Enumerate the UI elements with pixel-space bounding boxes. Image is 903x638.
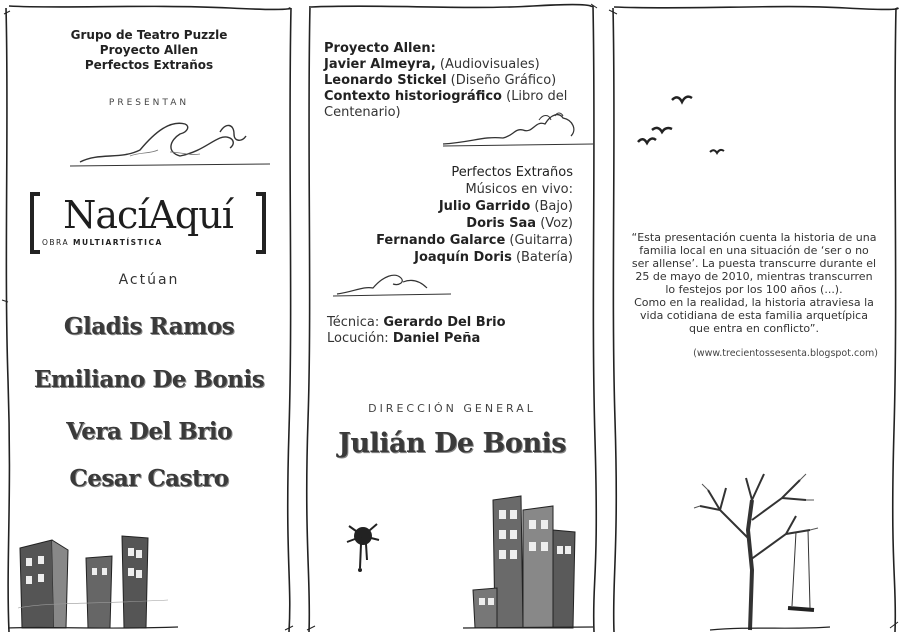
presenter-line: Grupo de Teatro Puzzle [70,28,228,42]
buildings-illustration [463,470,593,632]
presenter-line: Perfectos Extraños [84,58,214,72]
band-member [323,198,573,215]
quote-line: vida cotidiana de esta familia arquetípica [640,309,868,322]
band-heading: Perfectos Extraños [451,165,573,180]
quote-line: Como en la realidad, la historia atraviesa la [634,296,874,309]
panel-credits [303,0,601,638]
actor-name: Cesar Castro [69,465,229,492]
band-block [323,164,573,266]
credit-name: Contexto historiográfico [324,89,502,104]
birds-illustration [632,92,732,166]
band-member [323,249,573,266]
band-subheading: Músicos en vivo: [465,182,573,197]
credit-role: (Diseño Gráfico) [446,73,557,88]
panel-cast [0,0,298,638]
presenters-block [0,28,298,73]
small-wave-illustration [333,266,453,300]
quote-line: que entra en conflicto”. [689,322,819,335]
credit-line [324,73,594,89]
locucion-line [327,331,506,347]
member-name: Joaquín Doris [414,250,512,265]
tech-block [327,315,506,347]
quote-line: 25 de mayo de 2010, mientras transcurren [635,270,873,283]
presentan-label: PRESENTAN [108,98,190,108]
credit-name: Javier Almeyra, [324,57,436,72]
direccion-label: DIRECCIÓN GENERAL [368,402,536,415]
tree-swing-illustration [690,470,830,632]
director-name: Julián De Bonis [338,428,566,459]
panel-synopsis [606,0,903,638]
member-name: Doris Saa [466,216,537,231]
member-role: (Voz) [536,216,573,231]
member-role: (Bajo) [530,199,573,214]
tecnica-line [327,315,506,331]
logo-subtitle-obra: OBRA [42,238,73,247]
quote-line: familia local en una situación de ‘ser o no [639,244,869,257]
credit-line [324,57,594,73]
member-role: (Guitarra) [505,233,573,248]
source-url: (www.trecientossesenta.blogspot.com) [693,348,878,359]
logo-subtitle-multiartistica: MULTIARTÍSTICA [72,238,163,247]
locucion-label: Locución: [327,331,393,346]
credit-role: (Libro del Centenario) [324,89,568,120]
member-name: Julio Garrido [438,199,531,214]
band-member [323,215,573,232]
actor-name: Vera Del Brio [66,418,232,445]
wave-illustration [443,106,593,150]
quote-line: “Esta presentación cuenta la historia de una [631,231,877,244]
logo-title: NacíAquí [63,193,233,237]
actuan-label: Actúan [118,272,180,288]
tecnica-name: Gerardo Del Brio [383,315,506,330]
synopsis-quote [616,231,892,335]
presenter-line: Proyecto Allen [99,43,199,57]
ink-splat [343,518,383,578]
quote-line: lo festejos por los 100 años (...). [665,283,843,296]
member-role: (Batería) [511,250,573,265]
proyecto-heading: Proyecto Allen: [324,41,436,56]
member-name: Fernando Galarce [376,233,506,248]
tecnica-label: Técnica: [327,315,384,330]
actor-name: Emiliano De Bonis [33,366,265,393]
logo-naciaqui [30,192,266,262]
band-member [323,232,573,249]
buildings-illustration [8,528,178,634]
credit-name: Leonardo Stickel [324,73,447,88]
quote-line: ser allense’. La puesta transcurre durante el [631,257,877,270]
locucion-name: Daniel Peña [392,331,481,346]
logo-subtitle [42,238,163,247]
wave-illustration [70,112,270,170]
credit-role: (Audiovisuales) [435,57,540,72]
actor-name: Gladis Ramos [63,313,235,340]
